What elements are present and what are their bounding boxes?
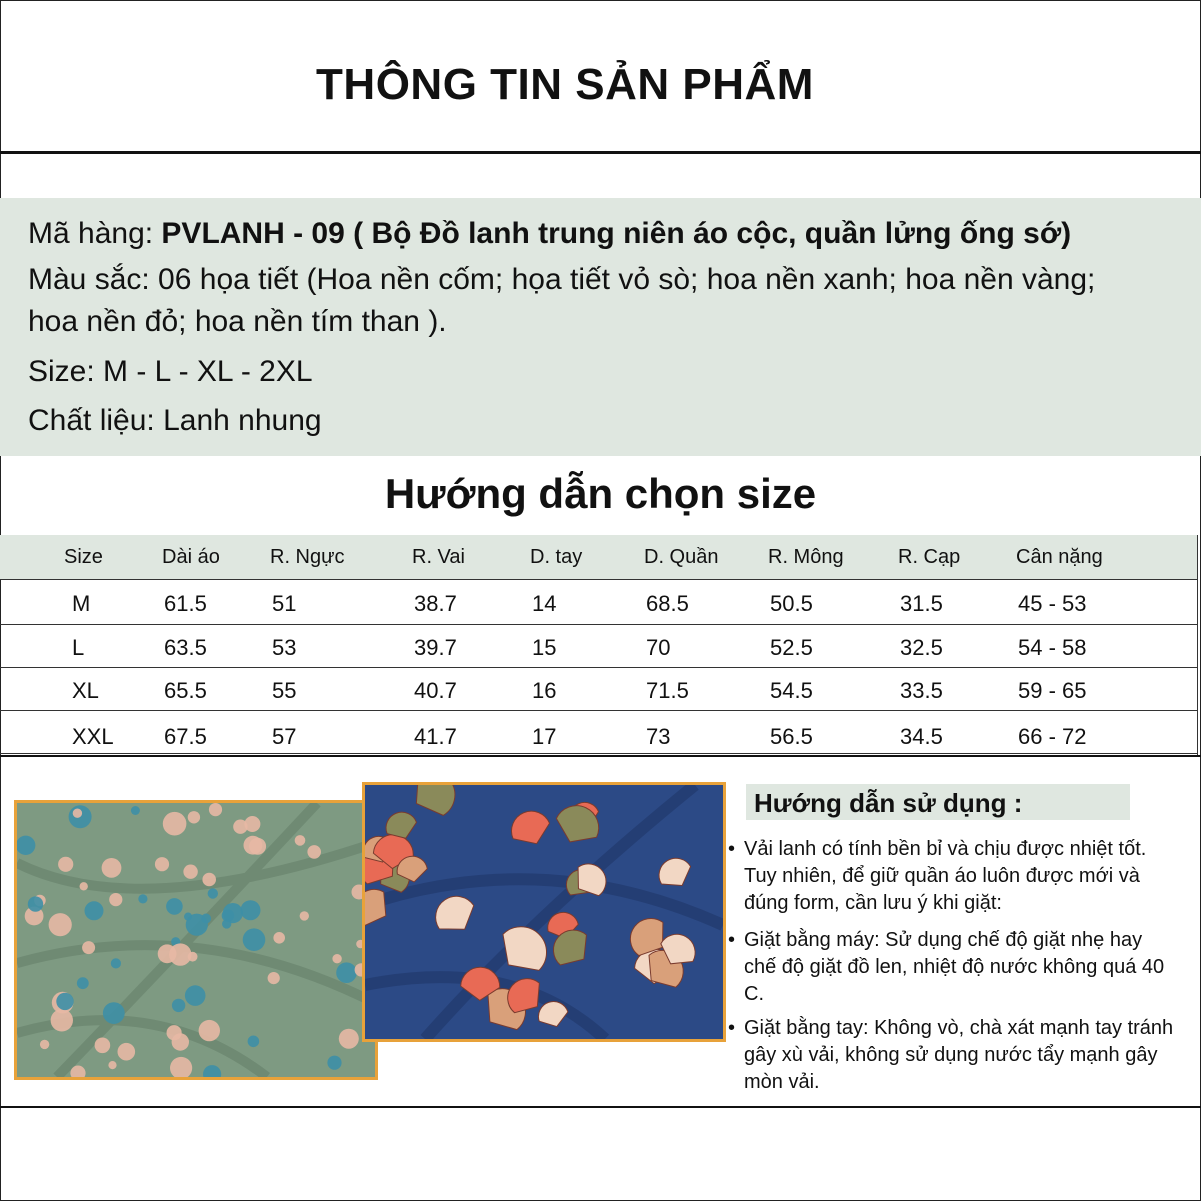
- flower-shape: [339, 1029, 359, 1049]
- product-code-label: Mã hàng:: [28, 217, 162, 250]
- size-cell-r1-c8: 54 - 58: [1018, 635, 1087, 660]
- flower-shape: [208, 888, 218, 898]
- size-cell-r2-c3: 40.7: [414, 678, 457, 703]
- flower-shape: [95, 1038, 111, 1054]
- flower-shape: [188, 811, 200, 823]
- product-code-value: PVLANH - 09 ( Bộ Đồ lanh trung niên áo cộc, quần lửng ống sớ): [161, 217, 1072, 250]
- size-cell-r0-c6: 50.5: [770, 591, 813, 616]
- size-header-5: D. Quần: [644, 546, 719, 568]
- size-cell-r3-c7: 34.5: [900, 724, 943, 749]
- size-cell-r0-c1: 61.5: [164, 591, 207, 616]
- flower-shape: [40, 1040, 49, 1049]
- size-cell-r1-c0: L: [72, 635, 85, 660]
- flower-shape: [295, 835, 306, 846]
- size-header-8: Cân nặng: [1016, 546, 1103, 568]
- flower-shape: [58, 857, 73, 872]
- size-cell-r0-c8: 45 - 53: [1018, 591, 1087, 616]
- flower-shape: [169, 943, 191, 965]
- flower-shape: [248, 1036, 260, 1048]
- flower-shape: [183, 865, 197, 879]
- flower-shape: [108, 1061, 116, 1069]
- size-cell-r3-c3: 41.7: [414, 724, 457, 749]
- flower-shape: [172, 999, 185, 1012]
- flower-shape: [199, 1020, 220, 1041]
- page-title: THÔNG TIN SẢN PHẨM: [316, 60, 814, 109]
- size-cell-r2-c8: 59 - 65: [1018, 678, 1087, 703]
- flower-shape: [77, 977, 89, 989]
- flower-shape: [28, 896, 43, 911]
- flower-shape: [80, 882, 88, 890]
- size-cell-r0-c0: M: [72, 591, 91, 616]
- size-cell-r3-c4: 17: [532, 724, 557, 749]
- header-divider: [0, 151, 1201, 154]
- size-header-7: R. Cạp: [898, 546, 961, 568]
- usage-title: Hướng dẫn sử dụng :: [746, 784, 1130, 820]
- usage-bullet-1: [728, 836, 1178, 917]
- size-cell-r1-c7: 32.5: [900, 635, 943, 660]
- floral-fabric-photo: [14, 800, 378, 1080]
- floral-fabric-image: [17, 803, 375, 1077]
- usage-bullet-3-text: Giặt bằng tay: Không vò, chà xát mạnh tay tránh gây xù vải, không sử dụng nước tẩy mạnh gây mòn vải.: [744, 1017, 1174, 1093]
- flower-shape: [73, 809, 82, 818]
- size-cell-r3-c0: XXL: [72, 724, 114, 749]
- table-bottom-divider: [0, 755, 1201, 757]
- flower-shape: [307, 845, 321, 859]
- flower-shape: [56, 993, 73, 1010]
- product-colors-line-1: Màu sắc: 06 họa tiết (Hoa nền cốm; họa tiết vỏ sò; hoa nền xanh; hoa nền vàng;: [28, 263, 1096, 296]
- seashell-fabric-photo: [362, 782, 726, 1042]
- flower-shape: [131, 806, 140, 815]
- flower-shape: [233, 820, 247, 834]
- product-material: Chất liệu: Lanh nhung: [28, 404, 322, 437]
- flower-shape: [166, 898, 183, 915]
- flower-shape: [102, 858, 122, 878]
- bullet-icon: •: [728, 1017, 736, 1039]
- size-cell-r3-c6: 56.5: [770, 724, 813, 749]
- size-cell-r1-c5: 70: [646, 635, 671, 660]
- size-cell-r3-c5: 73: [646, 724, 671, 749]
- size-header-0: Size: [64, 546, 103, 568]
- flower-shape: [138, 894, 147, 903]
- flower-shape: [103, 1002, 125, 1024]
- flower-shape: [336, 962, 357, 983]
- flower-shape: [244, 836, 263, 855]
- size-cell-r2-c5: 71.5: [646, 678, 689, 703]
- product-code: [28, 216, 1071, 252]
- flower-shape: [327, 1056, 341, 1070]
- size-header-4: D. tay: [530, 546, 583, 568]
- flower-shape: [273, 932, 285, 944]
- size-cell-r1-c4: 15: [532, 635, 557, 660]
- footer-divider: [0, 1106, 1201, 1108]
- size-cell-r1-c3: 39.7: [414, 635, 457, 660]
- flower-shape: [209, 803, 222, 816]
- size-header-6: R. Mông: [768, 546, 844, 568]
- flower-shape: [268, 972, 280, 984]
- size-cell-r2-c6: 54.5: [770, 678, 813, 703]
- size-cell-r0-c3: 38.7: [414, 591, 457, 616]
- usage-bullet-2: [728, 927, 1178, 1008]
- flower-shape: [241, 900, 261, 920]
- flower-shape: [111, 958, 121, 968]
- size-cell-r1-c1: 63.5: [164, 635, 207, 660]
- usage-bullet-2-text: Giặt bằng máy: Sử dụng chế độ giặt nhẹ hay chế độ giặt đồ len, nhiệt độ nước không quá 40 C.: [744, 929, 1165, 1005]
- size-cell-r0-c4: 14: [532, 591, 557, 616]
- product-info-panel: [0, 198, 1201, 456]
- table-row-line: [0, 667, 1197, 668]
- table-row-line: [0, 579, 1197, 580]
- size-header-1: Dài áo: [162, 546, 220, 568]
- size-cell-r0-c2: 51: [272, 591, 297, 616]
- size-cell-r2-c0: XL: [72, 678, 99, 703]
- bullet-icon: •: [728, 929, 736, 951]
- flower-shape: [109, 893, 122, 906]
- size-cell-r3-c8: 66 - 72: [1018, 724, 1087, 749]
- bullet-icon: •: [728, 838, 736, 860]
- size-cell-r1-c2: 53: [272, 635, 297, 660]
- size-cell-r2-c4: 16: [532, 678, 557, 703]
- table-right-edge: [1197, 535, 1198, 757]
- size-cell-r2-c1: 65.5: [164, 678, 207, 703]
- size-header-2: R. Ngực: [270, 546, 345, 568]
- flower-shape: [222, 919, 231, 928]
- flower-shape: [185, 985, 206, 1006]
- flower-shape: [118, 1043, 136, 1061]
- flower-shape: [49, 913, 72, 936]
- usage-bullet-3: [728, 1015, 1178, 1096]
- size-cell-r2-c7: 33.5: [900, 678, 943, 703]
- size-cell-r2-c2: 55: [272, 678, 297, 703]
- flower-shape: [155, 857, 169, 871]
- flower-shape: [85, 901, 104, 920]
- size-cell-r3-c2: 57: [272, 724, 297, 749]
- product-sizes: Size: M - L - XL - 2XL: [28, 355, 313, 388]
- flower-shape: [172, 1033, 189, 1050]
- size-cell-r0-c5: 68.5: [646, 591, 689, 616]
- flower-shape: [163, 812, 187, 836]
- table-row-line: [0, 753, 1197, 754]
- size-cell-r3-c1: 67.5: [164, 724, 207, 749]
- flower-shape: [82, 941, 95, 954]
- flower-shape: [186, 914, 208, 936]
- size-cell-r0-c7: 31.5: [900, 591, 943, 616]
- flower-shape: [243, 928, 266, 951]
- seashell-fabric-image: [365, 785, 723, 1039]
- product-colors-line-2: hoa nền đỏ; hoa nền tím than ).: [28, 305, 447, 338]
- table-row-line: [0, 710, 1197, 711]
- table-row-line: [0, 624, 1197, 625]
- flower-shape: [332, 954, 341, 963]
- flower-shape: [300, 911, 309, 920]
- size-guide-title: Hướng dẫn chọn size: [384, 470, 817, 517]
- size-header-3: R. Vai: [412, 546, 465, 568]
- usage-bullet-1-text: Vải lanh có tính bền bỉ và chịu được nhiệt tốt. Tuy nhiên, để giữ quần áo luôn được mới và đúng form, cần lưu ý khi giặt:: [744, 838, 1147, 914]
- flower-shape: [202, 873, 216, 887]
- size-cell-r1-c6: 52.5: [770, 635, 813, 660]
